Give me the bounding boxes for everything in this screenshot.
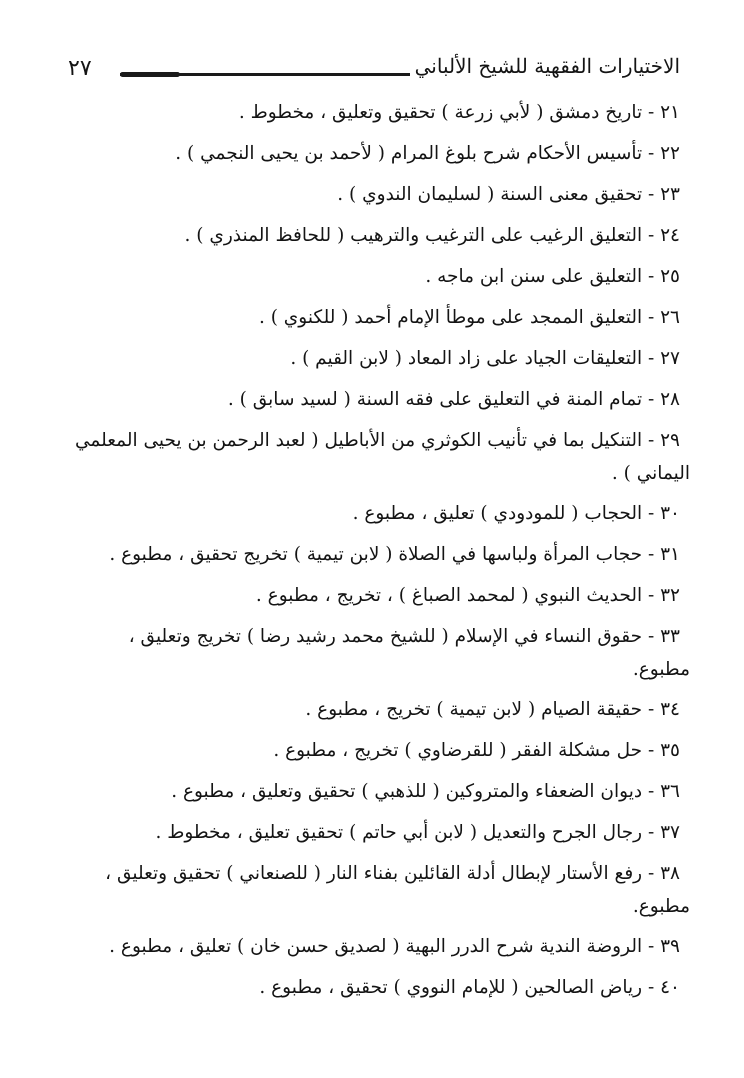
list-item: ٢٢ - تأسيس الأحكام شرح بلوغ المرام ( لأحمد بن يحيى النجمي ) . [175, 143, 680, 164]
running-title: الاختيارات الفقهية للشيخ الألباني [414, 54, 680, 78]
list-item: ٣٥ - حل مشكلة الفقر ( للقرضاوي ) تخريج ، مطبوع . [273, 740, 680, 761]
list-item: ٣٣ - حقوق النساء في الإسلام ( للشيخ محمد رشيد رضا ) تخريج وتعليق ، مطبوع. [60, 620, 680, 686]
header-rule [120, 73, 410, 76]
list-item: ٢٤ - التعليق الرغيب على الترغيب والترهيب ( للحافظ المنذري ) . [184, 225, 680, 246]
list-item: ٢٩ - التنكيل بما في تأنيب الكوثري من الأباطيل ( لعبد الرحمن بن يحيى المعلمي اليماني ) . [60, 424, 680, 490]
page-number: ٢٧ [68, 56, 92, 81]
list-item: ٣٩ - الروضة الندية شرح الدرر البهية ( لصديق حسن خان ) تعليق ، مطبوع . [109, 936, 680, 957]
list-item: ٢١ - تاريخ دمشق ( لأبي زرعة ) تحقيق وتعليق ، مخطوط . [238, 102, 680, 123]
list-item: ٢٣ - تحقيق معنى السنة ( لسليمان الندوي ) . [337, 184, 680, 205]
list-item: ٢٧ - التعليقات الجياد على زاد المعاد ( لابن القيم ) . [290, 348, 680, 369]
list-item: ٣٦ - ديوان الضعفاء والمتروكين ( للذهبي ) تحقيق وتعليق ، مطبوع . [171, 781, 680, 802]
list-item: ٢٥ - التعليق على سنن ابن ماجه . [425, 266, 680, 287]
list-item: ٣٢ - الحديث النبوي ( لمحمد الصباغ ) ، تخريج ، مطبوع . [255, 585, 680, 606]
list-item: ٢٦ - التعليق الممجد على موطأ الإمام أحمد ( للكنوي ) . [258, 307, 680, 328]
bibliography-list [60, 96, 690, 1012]
list-item: ٣٨ - رفع الأستار لإبطال أدلة القائلين بفناء النار ( للصنعاني ) تحقيق وتعليق ، مطبوع. [60, 857, 680, 923]
list-item: ٢٨ - تمام المنة في التعليق على فقه السنة ( لسيد سابق ) . [227, 389, 680, 410]
list-item: ٣٧ - رجال الجرح والتعديل ( لابن أبي حاتم ) تحقيق تعليق ، مخطوط . [155, 822, 680, 843]
list-item-continuation: مطبوع. [632, 896, 690, 917]
list-item: ٤٠ - رياض الصالحين ( للإمام النووي ) تحقيق ، مطبوع . [259, 977, 680, 998]
list-item-continuation: اليماني ) . [611, 463, 690, 484]
list-item: ٣٤ - حقيقة الصيام ( لابن تيمية ) تخريج ، مطبوع . [305, 699, 680, 720]
list-item-continuation: مطبوع. [632, 659, 690, 680]
page-header [68, 52, 680, 92]
list-item: ٣١ - حجاب المرأة ولباسها في الصلاة ( لابن تيمية ) تخريج تحقيق ، مطبوع . [109, 544, 680, 565]
list-item: ٣٠ - الحجاب ( للمودودي ) تعليق ، مطبوع . [352, 503, 680, 524]
